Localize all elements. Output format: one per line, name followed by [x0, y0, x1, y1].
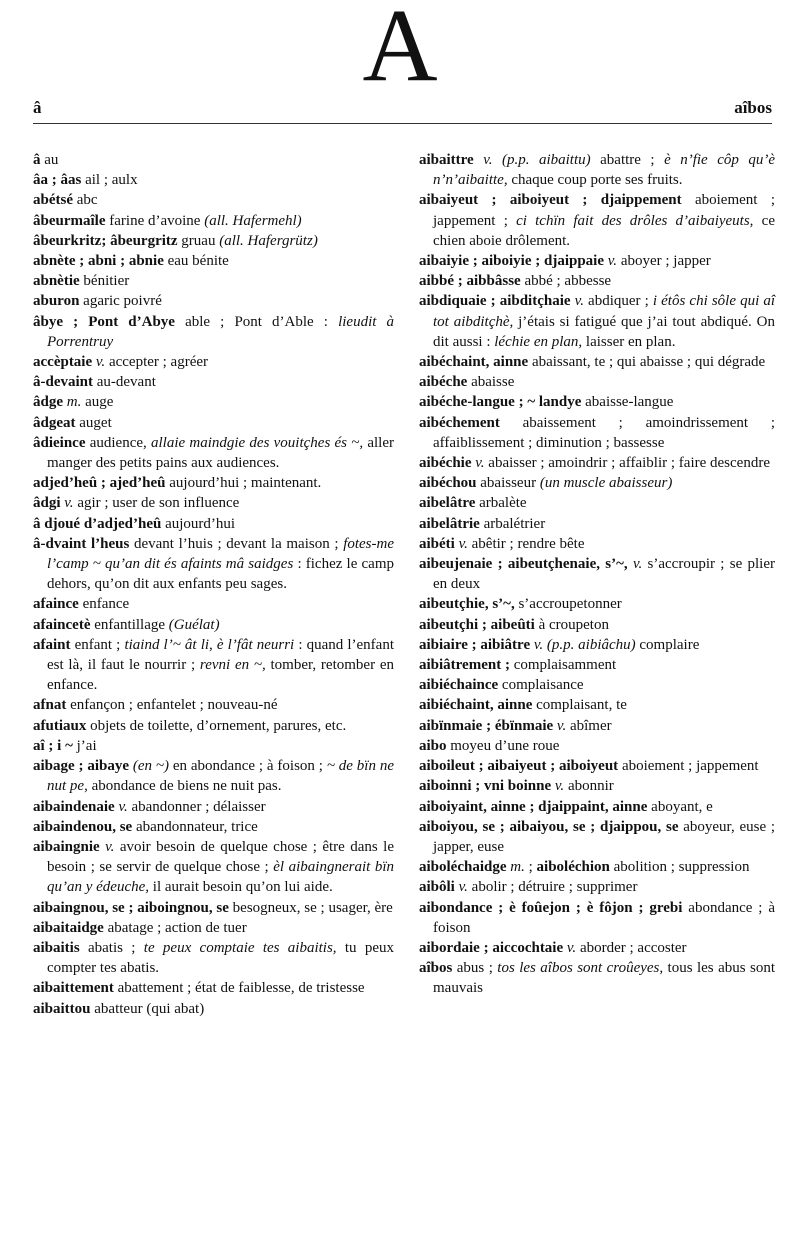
dictionary-entry [33, 615, 394, 635]
dictionary-entry [33, 150, 394, 170]
italic-text: v. [566, 939, 577, 956]
headword: abnète ; abni ; abnie [33, 253, 164, 270]
italic-text: v. (p.p. aibaittu) [483, 152, 591, 168]
dictionary-entry [33, 514, 394, 534]
definition-text: aboyeur, euse ; japper, euse [433, 818, 776, 855]
definition-text: enfance [78, 596, 130, 613]
definition-text: abc [73, 192, 98, 209]
dictionary-entry [33, 271, 394, 291]
headword: aibéti [419, 535, 455, 552]
dictionary-entry [33, 938, 394, 978]
italic-text: ci tchïn fait des drôles d’aibaiyeuts, [516, 212, 754, 229]
definition-text: j’ai [72, 737, 97, 754]
headword: abétsé [33, 192, 73, 209]
dictionary-entry [33, 413, 394, 433]
definition-text [474, 152, 483, 168]
headword: âdieince [33, 434, 86, 451]
italic-text: v. [458, 535, 468, 552]
dictionary-entry [33, 837, 394, 898]
definition-text: avoir besoin de quelque chose ; être dans le besoin ; se servir de quelque chose ; [47, 838, 395, 876]
definition-text: abbé ; abbesse [520, 273, 612, 290]
definition-text: aujourd’hui [161, 515, 236, 532]
dictionary-entry [33, 231, 394, 251]
definition-text: tous les abus sont mauvais [433, 960, 775, 997]
definition-text: j’étais si fatigué que j’ai tout abdiqué. On dit aussi : [433, 313, 775, 350]
definition-text: moyeu d’une roue [446, 737, 560, 754]
definition-text: abus ; [452, 960, 498, 977]
italic-text: fotes-me l’camp ~ qu’an dit és afaints mâ saidges [47, 535, 395, 573]
definition-text: agaric poivré [79, 293, 162, 310]
definition-text: abatteur (qui abat) [90, 1000, 205, 1017]
definition-text: aboiement ; jappement [618, 758, 759, 775]
headword: âbeurkritz; âbeurgritz [33, 232, 178, 249]
definition-text: abaisseur [476, 475, 540, 492]
dictionary-entry [33, 635, 394, 696]
dictionary-entry [33, 534, 394, 595]
dictionary-entry [33, 817, 394, 837]
dictionary-entry [419, 392, 775, 412]
definition-text: abaissement ; amoindrissement ; affaiblissement ; diminution ; bassesse [433, 414, 775, 451]
definition-text: auge [81, 394, 114, 411]
dictionary-entry [419, 615, 775, 635]
definition-text: tomber, retomber en enfance. [47, 657, 394, 694]
headword: aibéchaint, ainne [419, 354, 529, 371]
italic-text: (Guélat) [168, 616, 220, 633]
definition-text: abêtir ; rendre bête [467, 535, 585, 552]
headword: aîbos [419, 960, 453, 977]
definition-text: farine d’avoine [105, 212, 205, 229]
italic-text: lieudit à Porrentruy [47, 313, 395, 350]
headword: aburon [33, 293, 80, 310]
dictionary-entry [33, 170, 394, 190]
definition-text: complaire [635, 636, 700, 653]
definition-text: abîmer [566, 717, 612, 734]
definition-text: : quand l’enfant est là, il faut le nourrir ; [47, 636, 394, 674]
headword: aibondance ; è foûejon ; è fôjon ; grebi [419, 899, 683, 916]
dictionary-entry [33, 190, 394, 210]
dictionary-entry [33, 352, 394, 372]
definition-text: abolir ; détruire ; supprimer [467, 879, 638, 896]
italic-text: (all. Hafermehl) [204, 212, 302, 229]
definition-text: complaisant, te [532, 697, 627, 714]
headword: aibiaire ; aibiâtre [419, 636, 531, 653]
headword: aibage ; aibaye [33, 758, 130, 775]
italic-text: v. [64, 495, 74, 512]
headword: aibéchie [419, 455, 472, 472]
definition-text: aboyant, e [647, 798, 713, 815]
dictionary-entry [419, 534, 775, 554]
headword: âa ; âas [33, 172, 82, 189]
headword: âbeurmaîle [33, 212, 106, 229]
definition-text: aboiement ; jappement ; [433, 192, 775, 229]
headword: accèptaie [33, 354, 93, 371]
headword: aibbé ; aibbâsse [419, 273, 521, 290]
definition-text: enfantillage [90, 616, 169, 633]
italic-text: m. [510, 859, 525, 876]
headword: aibïnmaie ; ébïnmaie [419, 717, 554, 734]
headword: aibaittre [419, 152, 474, 168]
definition-text: aller manger des petits pains aux audiences. [47, 434, 394, 472]
headword: aibaittement [33, 980, 114, 997]
dictionary-entry [419, 594, 775, 614]
headword: adjed’heû ; ajed’heû [33, 475, 166, 492]
headword: aibaindenou, se [33, 818, 133, 835]
headword: aibiéchaince [419, 677, 499, 694]
dictionary-entry [33, 211, 394, 231]
headword: afaint [33, 636, 71, 653]
right-column [419, 150, 775, 999]
definition-text: ail ; aulx [81, 172, 138, 189]
definition-text: au-devant [93, 374, 156, 391]
definition-text: tu peux compter tes abatis. [47, 939, 395, 977]
definition-text: s’accroupir ; se plier en deux [433, 556, 776, 593]
headword: â djoué d’adjed’heû [33, 515, 162, 532]
definition-text: abatage ; action de tuer [103, 919, 247, 936]
definition-text: arbalétrier [479, 515, 546, 532]
headword: aiboléchaidge [419, 859, 507, 876]
dictionary-entry [419, 695, 775, 715]
left-column [33, 150, 394, 1019]
dictionary-entry [419, 877, 775, 897]
definition-text: arbalète [475, 495, 527, 512]
italic-text: tos les aîbos sont croûeyes, [497, 960, 664, 977]
dictionary-entry [33, 493, 394, 513]
italic-text: v. [607, 253, 618, 270]
dictionary-entry [419, 413, 775, 453]
dictionary-entry [419, 372, 775, 392]
guide-word-right: aîbos [734, 98, 772, 117]
definition-text: complaisamment [509, 657, 617, 674]
dictionary-entry [33, 898, 394, 918]
definition-text: gruau [177, 232, 220, 249]
dictionary-entry [33, 251, 394, 271]
dictionary-entry [33, 312, 394, 352]
headword: aiboileut ; aibaiyeut ; aiboiyeut [419, 758, 619, 775]
headword: aibéche-langue ; ~ landye [419, 394, 582, 411]
definition-text: abatis ; [79, 939, 144, 956]
definition-text: abaisse-langue [581, 394, 674, 411]
dictionary-entry [419, 453, 775, 473]
definition-text: enfant ; [70, 636, 125, 653]
headword: afaincetè [33, 616, 91, 633]
definition-text: abandonner ; délaisser [127, 798, 266, 815]
definition-text: abondance ; à foison [433, 899, 775, 936]
dictionary-entry [419, 756, 775, 776]
section-letter: A [362, 0, 438, 103]
headword: aiboinni ; vni boinne [419, 778, 552, 795]
italic-text: v. [458, 879, 468, 896]
dictionary-entry [419, 776, 775, 796]
dictionary-entry [419, 291, 775, 352]
dictionary-entry [419, 514, 775, 534]
dictionary-entry [419, 898, 775, 938]
dictionary-entry [419, 655, 775, 675]
definition-text: abattement ; état de faiblesse, de tristesse [113, 980, 365, 997]
headword: aibo [419, 737, 447, 754]
dictionary-entry [33, 978, 394, 998]
headword: âdge [33, 394, 63, 411]
definition-text: laisser en plan. [582, 333, 676, 350]
definition-text: accepter ; agréer [105, 354, 209, 371]
headword: aibéchement [419, 414, 500, 431]
dictionary-entry [33, 797, 394, 817]
headword: âdgeat [33, 414, 76, 431]
definition-text: complaisance [498, 677, 584, 694]
headword: â-dvaint l’heus [33, 535, 130, 552]
headword: aibeutçhie, s’~, [419, 596, 515, 613]
headword: aibeutçhi ; aibeûti [419, 616, 535, 633]
italic-text: v. [554, 778, 565, 795]
definition-text: aboyer ; japper [617, 253, 711, 270]
dictionary-entry [419, 150, 775, 190]
definition-text: au [40, 152, 59, 168]
italic-text: v. [475, 455, 485, 472]
definition-text: s’accroupetonner [514, 596, 622, 613]
dictionary-entry [419, 190, 775, 251]
dictionary-entry [419, 675, 775, 695]
headword: abnètie [33, 273, 80, 290]
headword: aibiéchaint, ainne [419, 697, 533, 714]
italic-text: v. [574, 293, 584, 310]
definition-text: abaisse [467, 374, 515, 391]
italic-text: v. [95, 354, 106, 371]
dictionary-entry [419, 817, 775, 857]
definition-text: abaissant, te ; qui abaisse ; qui dégrade [528, 354, 766, 371]
definition-text: devant l’huis ; devant la maison ; [129, 535, 344, 552]
definition-text: abonnir [564, 778, 614, 795]
headword: aibaindenaie [33, 798, 115, 815]
headword: aibaitaidge [33, 919, 104, 936]
definition-text: objets de toilette, d’ornement, parures, etc. [86, 717, 347, 734]
dictionary-entry [33, 999, 394, 1019]
headword: afutiaux [33, 717, 87, 734]
definition-text: agir ; user de son influence [73, 495, 240, 512]
guide-word-left: â [33, 98, 42, 117]
headword: afaince [33, 596, 79, 613]
headword: âbye ; Pont d’Abye [33, 313, 175, 330]
dictionary-entry [419, 797, 775, 817]
headword: aibaitis [33, 939, 80, 956]
definition-text: à croupeton [534, 616, 609, 633]
italic-text: te peux comptaie tes aibaitis, [143, 939, 337, 956]
definition-text: aborder ; accoster [576, 939, 687, 956]
dictionary-entry [419, 736, 775, 756]
headword: aibiâtrement ; [419, 657, 510, 674]
headword: aiboiyaint, ainne ; djaippaint, ainne [419, 798, 648, 815]
italic-text: (en ~) [132, 758, 170, 775]
headword: aî ; i ~ [33, 737, 73, 754]
headword: â-devaint [33, 374, 93, 391]
definition-text: abdiquer ; [583, 293, 653, 310]
dictionary-entry [33, 918, 394, 938]
dictionary-entry [419, 271, 775, 291]
headword: afnat [33, 697, 67, 714]
definition-text: enfançon ; enfantelet ; nouveau-né [66, 697, 278, 714]
dictionary-entry [33, 716, 394, 736]
italic-text: revni en ~, [199, 657, 266, 674]
definition-text: il aurait besoin qu’on lui aide. [149, 879, 333, 896]
definition-text: ; [524, 859, 537, 876]
italic-text: allaie maindgie des vouitçhes és ~, [151, 434, 364, 451]
headword: aibaingnie [33, 838, 100, 855]
headword: aibeujenaie ; aibeutçhenaie, s’~, [419, 556, 628, 573]
definition-text: auget [75, 414, 112, 431]
header-rule [33, 123, 772, 124]
headword: aibaittou [33, 1000, 91, 1017]
definition-text: eau bénite [163, 253, 229, 270]
definition-text: en abondance ; à foison ; [169, 758, 327, 775]
definition-text: able ; Pont d’Able : [174, 313, 339, 330]
dictionary-entry [419, 473, 775, 493]
italic-text: m. [66, 394, 82, 411]
italic-text: v. [632, 556, 643, 573]
headword: aibelâtrie [419, 515, 480, 532]
dictionary-entry [419, 938, 775, 958]
headword: aibaingnou, se ; aiboingnou, se [33, 899, 229, 916]
dictionary-entry [33, 473, 394, 493]
italic-text: v. [118, 798, 128, 815]
dictionary-entry [419, 857, 775, 877]
italic-text: v. (p.p. aibiâchu) [533, 636, 636, 653]
headword: aiboiyou, se ; aibaiyou, se ; djaippou, se [419, 818, 679, 835]
definition-text: audience, [85, 434, 151, 451]
italic-text: è n’fie côp qu’è n’n’aibaitte, [433, 152, 775, 189]
dictionary-entry [33, 392, 394, 412]
italic-text: tiaind l’~ ât li, è l’fât neurri [124, 636, 295, 653]
headword: aibéchou [419, 475, 477, 492]
dictionary-entry [33, 695, 394, 715]
definition-text: abandonnateur, trice [132, 818, 258, 835]
italic-text: (un muscle abaisseur) [539, 475, 673, 492]
headword: aibelâtre [419, 495, 476, 512]
definition-text: bénitier [79, 273, 130, 290]
definition-text: chaque coup porte ses fruits. [507, 172, 683, 189]
dictionary-entry [419, 493, 775, 513]
headword: aibôli [419, 879, 455, 896]
headword: â [33, 152, 41, 168]
italic-text: léchie en plan, [494, 333, 583, 350]
italic-text: i étôs chi sôle qui aî tot aibditçhè, [433, 293, 776, 330]
dictionary-entry [419, 635, 775, 655]
headword: aibéche [419, 374, 468, 391]
headword: aibaiyie ; aiboiyie ; djaippaie [419, 253, 605, 270]
dictionary-entry [419, 716, 775, 736]
dictionary-entry [33, 756, 394, 796]
dictionary-entry [419, 251, 775, 271]
italic-text: v. [556, 717, 567, 734]
headword: aibdiquaie ; aibditçhaie [419, 293, 571, 310]
definition-text: abolition ; suppression [609, 859, 750, 876]
definition-text: : fichez le camp dehors, qu’on dit aux enfants peu sages. [47, 556, 394, 593]
italic-text: (all. Hafergrütz) [219, 232, 318, 249]
definition-text: aujourd’hui ; maintenant. [165, 475, 322, 492]
definition-text: ce chien aboie drôlement. [433, 212, 775, 249]
dictionary-entry [33, 372, 394, 392]
dictionary-entry [419, 554, 775, 594]
definition-text: besogneux, se ; usager, ère [228, 899, 393, 916]
italic-text: v. [105, 838, 115, 855]
dictionary-entry [33, 594, 394, 614]
dictionary-entry [33, 291, 394, 311]
headword: aiboléchion [536, 859, 610, 876]
definition-text: abattre ; [590, 152, 665, 168]
dictionary-entry [33, 736, 394, 756]
dictionary-entry [33, 433, 394, 473]
dictionary-entry [419, 958, 775, 998]
definition-text: abaisser ; amoindrir ; affaiblir ; faire descendre [484, 455, 770, 472]
dictionary-entry [419, 352, 775, 372]
headword: aibordaie ; aiccochtaie [419, 939, 564, 956]
italic-text: èl aibaingnerait bïn qu’an y édeuche, [47, 859, 394, 896]
headword: aibaiyeut ; aiboiyeut ; djaippement [419, 192, 682, 209]
definition-text: abondance de biens ne nuit pas. [87, 778, 282, 795]
headword: âdgi [33, 495, 61, 512]
italic-text: ~ de bïn ne nut pe, [47, 758, 394, 795]
